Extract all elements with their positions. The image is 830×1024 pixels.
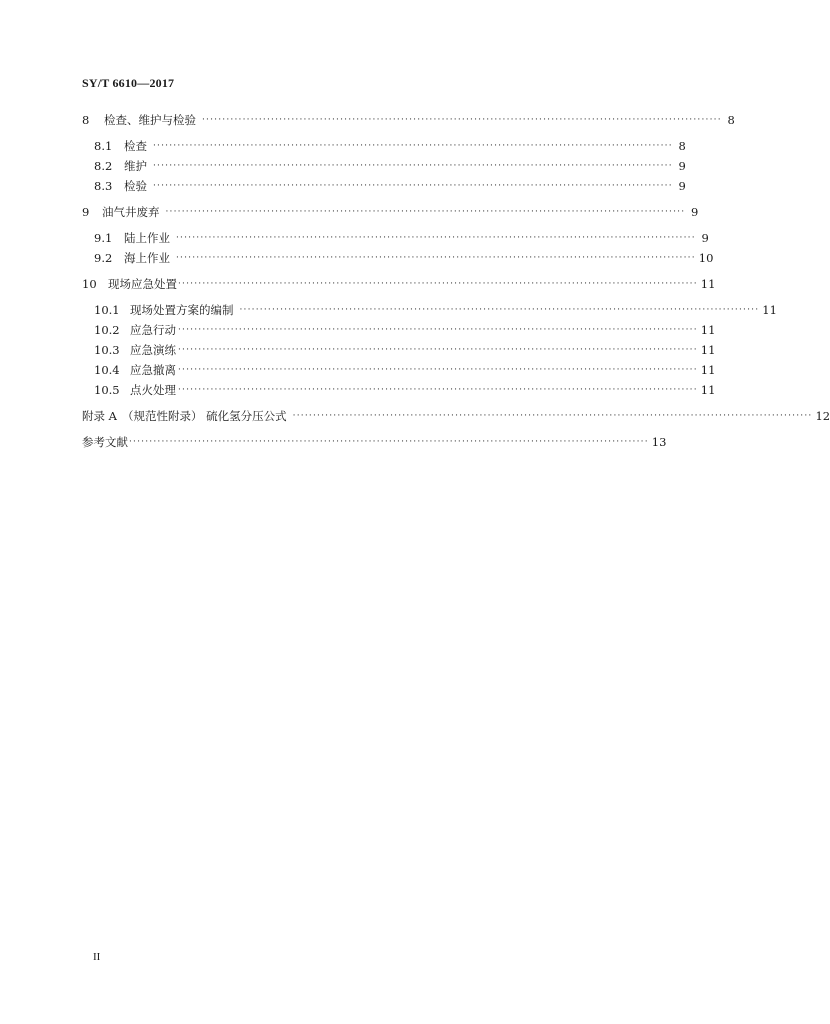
toc-entry-number: 10.3 [94,343,120,357]
toc-entry-9[interactable] [82,204,699,220]
toc-entry-page: 9 [690,205,699,219]
toc-entry-number: 9.1 [94,231,113,245]
toc-entry-number: 10.5 [94,383,120,397]
toc-entry-title: 现场处置方案的编制 [130,303,234,317]
toc-entry-9-2[interactable] [94,250,714,266]
toc-entry-title: 油气井废弃 [102,205,160,219]
toc-entry-page: 9 [678,159,686,173]
toc-entry-title: 现场应急处置 [108,277,177,291]
toc-entry-page: 9 [701,231,709,245]
dot-leader: ································································································································ [176,253,696,263]
dot-leader: ································································································································ [129,437,649,447]
toc-entry-number: 10.2 [94,323,120,337]
dot-leader: ································································································································ [178,345,698,355]
toc-entry-8-2[interactable] [94,158,686,174]
toc-entry-page: 8 [678,139,686,153]
toc-entry-appendix-a[interactable] [82,408,830,424]
toc-entry-10-2[interactable] [94,322,716,338]
toc-entry-title: 参考文献 [82,435,128,449]
toc-entry-number: 8 [82,113,90,127]
toc-entry-10-5[interactable] [94,382,716,398]
toc-entry-8-3[interactable] [94,178,686,194]
dot-leader: ································································································································ [178,385,698,395]
standard-code: SY/T 6610—2017 [82,76,175,90]
toc-entry-10[interactable] [82,276,716,292]
toc-entry-page: 10 [698,251,714,265]
toc-entry-title: 应急撤离 [130,363,176,377]
toc-entry-title: 检查、维护与检验 [104,113,196,127]
dot-leader: ································································································································ [292,411,813,421]
toc-entry-title: （规范性附录） 硫化氢分压公式 [122,409,287,423]
toc-entry-references[interactable] [82,434,667,450]
toc-entry-page: 11 [700,277,716,291]
toc-entry-page: 9 [678,179,686,193]
toc-entry-8-1[interactable] [94,138,686,154]
toc-entry-title: 点火处理 [130,383,176,397]
dot-leader: ································································································································ [153,161,673,171]
toc-entry-number: 8.2 [94,159,113,173]
toc-entry-page: 8 [727,113,735,127]
toc-entry-number: 8.3 [94,179,113,193]
toc-entry-title: 海上作业 [124,251,170,265]
toc-entry-number: 9 [82,205,90,219]
toc-entry-number: 10 [82,277,97,291]
toc-entry-title: 应急演练 [130,343,176,357]
dot-leader: ································································································································ [153,141,673,151]
toc-entry-page: 11 [700,383,716,397]
dot-leader: ································································································································ [178,365,698,375]
dot-leader: ································································································································ [178,325,698,335]
toc-entry-page: 11 [700,363,716,377]
toc-entry-10-4[interactable] [94,362,716,378]
toc-entry-page: 11 [762,303,777,317]
toc-entry-title: 维护 [124,159,147,173]
toc-entry-number: 10.1 [94,303,120,317]
toc-entry-page: 12 [815,409,830,423]
toc-entry-number: 9.2 [94,251,113,265]
dot-leader: ································································································································ [178,279,698,289]
dot-leader: ································································································································ [165,207,686,217]
dot-leader: ································································································································ [176,233,696,243]
toc-entry-number: 8.1 [94,139,113,153]
toc-entry-title: 检验 [124,179,147,193]
page-number-roman: II [93,951,101,963]
toc-entry-title: 陆上作业 [124,231,170,245]
toc-entry-number: 附录 A [82,409,117,423]
toc-entry-page: 13 [651,435,667,449]
toc-entry-10-3[interactable] [94,342,716,358]
dot-leader: ································································································································ [202,115,722,125]
dot-leader: ································································································································ [153,181,673,191]
dot-leader: ································································································································ [239,305,760,315]
toc-entry-8[interactable] [82,112,735,128]
toc-entry-number: 10.4 [94,363,120,377]
toc-entry-9-1[interactable] [94,230,709,246]
toc-entry-title: 检查 [124,139,147,153]
toc-entry-page: 11 [700,343,716,357]
toc-entry-page: 11 [700,323,716,337]
toc-entry-title: 应急行动 [130,323,176,337]
toc-entry-10-1[interactable] [94,302,777,318]
